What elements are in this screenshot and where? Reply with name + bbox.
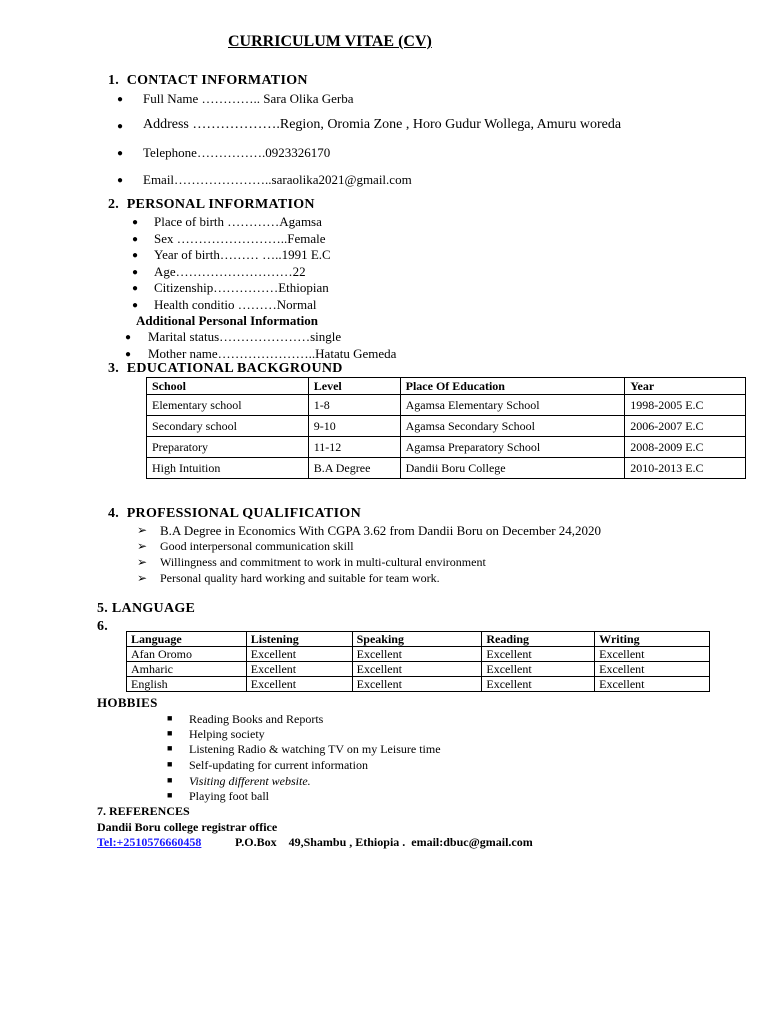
square-bullet-icon: ■ — [167, 775, 173, 785]
professional-item: Good interpersonal communication skill — [160, 539, 354, 553]
table-cell: Dandii Boru College — [400, 458, 625, 479]
contact-heading: 1. CONTACT INFORMATION — [108, 73, 308, 88]
table-cell: Excellent — [595, 662, 710, 677]
table-cell: Afan Oromo — [127, 647, 247, 662]
table-cell: Excellent — [246, 647, 352, 662]
table-row — [127, 662, 710, 677]
table-cell: Elementary school — [147, 395, 309, 416]
education-col-year: Year — [625, 378, 746, 395]
hobby-item: Self-updating for current information — [189, 758, 368, 772]
language-col-speaking: Speaking — [352, 632, 482, 647]
personal-citizenship: Citizenship……………Ethiopian — [154, 280, 329, 295]
references-tel-link[interactable]: Tel:+2510576660458 — [97, 835, 202, 849]
education-table — [146, 377, 746, 479]
table-cell: 1-8 — [308, 395, 400, 416]
table-cell: Agamsa Preparatory School — [400, 437, 625, 458]
language-col-language: Language — [127, 632, 247, 647]
square-bullet-icon: ■ — [167, 728, 173, 738]
bullet-icon: ● — [117, 175, 124, 186]
contact-email: Email…………………..saraolika2021@gmail.com — [143, 172, 412, 187]
professional-item: B.A Degree in Economics With CGPA 3.62 from Dandii Boru on December 24,2020 — [160, 523, 602, 538]
personal-place-of-birth: Place of birth …………Agamsa — [154, 214, 322, 229]
hobbies-heading: HOBBIES — [97, 695, 158, 710]
bullet-icon: ● — [132, 300, 139, 311]
square-bullet-icon: ■ — [167, 713, 173, 723]
contact-full-name: Full Name ………….. Sara Olika Gerba — [143, 91, 354, 106]
arrow-bullet-icon: ➢ — [137, 523, 148, 537]
hobby-item: Reading Books and Reports — [189, 712, 324, 726]
hobby-item: Visiting different website. — [189, 774, 311, 788]
bullet-icon: ● — [132, 283, 139, 294]
references-address-email: P.O.Box 49,Shambu , Ethiopia . email:dbuc@gmail.com — [235, 835, 533, 849]
language-col-listening: Listening — [246, 632, 352, 647]
bullet-icon: ● — [117, 121, 124, 132]
table-row — [147, 458, 746, 479]
education-col-school: School — [147, 378, 309, 395]
language-table-header — [127, 632, 710, 647]
page-title: CURRICULUM VITAE (CV) — [228, 33, 432, 50]
personal-marital-status: Marital status…………………single — [148, 329, 342, 344]
table-cell: Agamsa Elementary School — [400, 395, 625, 416]
table-cell: Excellent — [352, 662, 482, 677]
bullet-icon: ● — [132, 217, 139, 228]
contact-address: Address ……………….Region, Oromia Zone , Horo Gudur Wollega, Amuru woreda — [143, 117, 622, 132]
language-heading-6: 6. — [97, 619, 109, 634]
bullet-icon: ● — [132, 234, 139, 245]
references-heading: 7. REFERENCES — [97, 804, 190, 818]
bullet-icon: ● — [132, 267, 139, 278]
language-col-reading: Reading — [482, 632, 595, 647]
education-table-header — [147, 378, 746, 395]
personal-health: Health conditio ………Normal — [154, 297, 317, 312]
table-cell: Excellent — [482, 677, 595, 692]
personal-mother-name: Mother name…………………..Hatatu Gemeda — [148, 346, 397, 361]
table-cell: 2010-2013 E.C — [625, 458, 746, 479]
language-heading: 5. LANGUAGE — [97, 601, 196, 616]
professional-heading: 4. PROFESSIONAL QUALIFICATION — [108, 506, 362, 521]
table-cell: Amharic — [127, 662, 247, 677]
table-cell: High Intuition — [147, 458, 309, 479]
table-cell: Excellent — [352, 677, 482, 692]
personal-year-of-birth: Year of birth……… …..1991 E.C — [154, 247, 331, 262]
table-row — [127, 677, 710, 692]
references-office: Dandii Boru college registrar office — [97, 820, 278, 834]
table-cell: B.A Degree — [308, 458, 400, 479]
table-row — [147, 395, 746, 416]
table-cell: Preparatory — [147, 437, 309, 458]
table-row — [147, 437, 746, 458]
personal-sex: Sex ……………………..Female — [154, 231, 326, 246]
table-cell: Excellent — [482, 662, 595, 677]
arrow-bullet-icon: ➢ — [137, 539, 148, 553]
bullet-icon: ● — [125, 332, 132, 343]
bullet-icon: ● — [117, 148, 124, 159]
table-cell: English — [127, 677, 247, 692]
table-cell: Secondary school — [147, 416, 309, 437]
table-row — [127, 647, 710, 662]
table-cell: 2006-2007 E.C — [625, 416, 746, 437]
bullet-icon: ● — [117, 94, 124, 105]
table-cell: 1998-2005 E.C — [625, 395, 746, 416]
hobby-item: Playing foot ball — [189, 789, 269, 803]
table-cell: Excellent — [595, 677, 710, 692]
table-cell: 11-12 — [308, 437, 400, 458]
education-col-place: Place Of Education — [400, 378, 625, 395]
personal-heading: 2. PERSONAL INFORMATION — [108, 197, 315, 212]
table-row — [147, 416, 746, 437]
table-cell: Excellent — [352, 647, 482, 662]
professional-item: Willingness and commitment to work in multi-cultural environment — [160, 555, 486, 569]
professional-item: Personal quality hard working and suitable for team work. — [160, 571, 440, 585]
square-bullet-icon: ■ — [167, 759, 173, 769]
hobby-item: Listening Radio & watching TV on my Leisure time — [189, 742, 441, 756]
table-cell: Excellent — [246, 677, 352, 692]
table-cell: 9-10 — [308, 416, 400, 437]
table-cell: Excellent — [595, 647, 710, 662]
bullet-icon: ● — [132, 250, 139, 261]
personal-age: Age………………………22 — [154, 264, 306, 279]
language-col-writing: Writing — [595, 632, 710, 647]
table-cell: Agamsa Secondary School — [400, 416, 625, 437]
hobby-item: Helping society — [189, 727, 265, 741]
table-cell: Excellent — [246, 662, 352, 677]
additional-personal-heading: Additional Personal Information — [136, 313, 319, 328]
square-bullet-icon: ■ — [167, 743, 173, 753]
arrow-bullet-icon: ➢ — [137, 571, 148, 585]
language-table — [126, 631, 710, 692]
contact-telephone: Telephone…………….0923326170 — [143, 145, 331, 160]
table-cell: 2008-2009 E.C — [625, 437, 746, 458]
education-col-level: Level — [308, 378, 400, 395]
table-cell: Excellent — [482, 647, 595, 662]
arrow-bullet-icon: ➢ — [137, 555, 148, 569]
education-heading: 3. EDUCATIONAL BACKGROUND — [108, 361, 343, 376]
bullet-icon: ● — [125, 349, 132, 360]
square-bullet-icon: ■ — [167, 790, 173, 800]
